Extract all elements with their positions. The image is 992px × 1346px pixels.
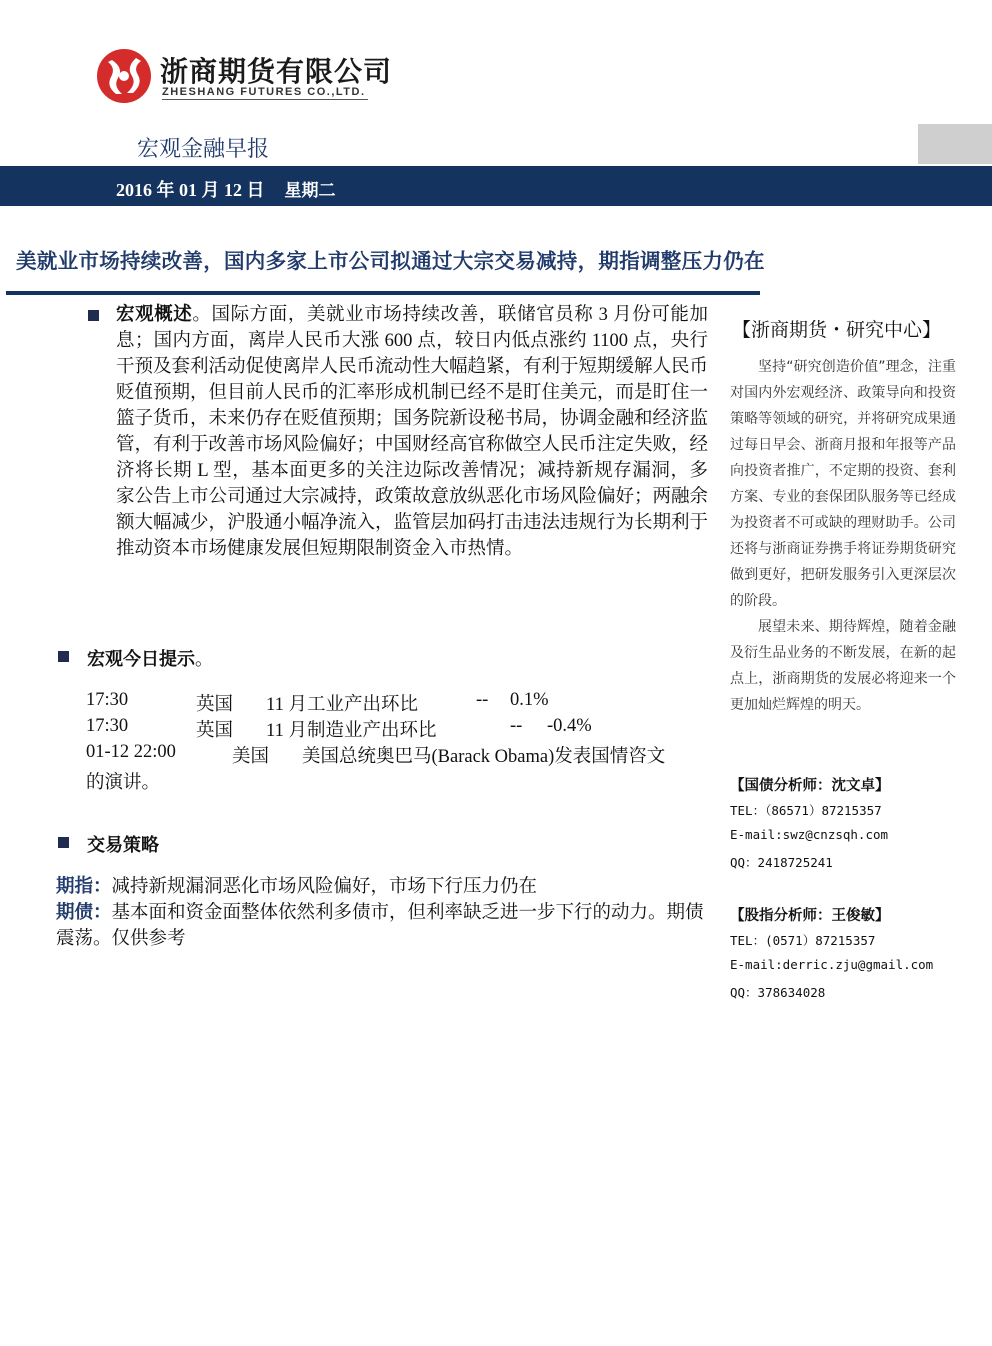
bullet-square-icon	[58, 837, 69, 848]
weekday: 星期二	[284, 181, 336, 201]
event-value: -0.4%	[547, 716, 592, 736]
event-value: 0.1%	[510, 690, 549, 710]
bullet-square-icon	[88, 310, 99, 321]
event-country: 美国	[232, 747, 270, 767]
sidebar-paragraph: 坚持“研究创造价值”理念，注重对国内外宏观经济、政策导向和投资策略等领域的研究，并将研究成果通过每日早会、浙商月报和年报等产品向投资者推广，不定期的投资、套利方案、专业的套保团队服务等已经成为投资者不可或缺的理财助手。公司还将与浙商证券携手将证券期货研究做到更好，把研发服务引入更深层次的阶段。	[730, 359, 956, 609]
event-time: 01-12 22:00	[86, 742, 176, 762]
analyst-tel: TEL：（86571）87215357	[730, 803, 882, 818]
event-row	[0, 716, 760, 742]
event-row	[0, 690, 760, 716]
bullet-square-icon	[58, 651, 69, 662]
analyst-qq: QQ：378634028	[730, 985, 826, 1000]
analyst-email[interactable]: E-mail:swz@cnzsqh.com	[730, 827, 889, 842]
event-previous: --	[510, 716, 523, 736]
analyst-email[interactable]: E-mail:derric.zju@gmail.com	[730, 957, 934, 972]
company-name-en: ZHESHANG FUTURES CO.,LTD.	[162, 86, 366, 98]
headline-divider	[6, 291, 760, 295]
event-name: 11 月工业产出环比	[266, 695, 418, 715]
sidebar-title: 【浙商期货・研究中心】	[732, 319, 942, 341]
tips-title-text: 宏观今日提示	[87, 649, 195, 670]
analyst-title: 【股指分析师：王俊敏】	[730, 908, 890, 924]
strategy-title: 交易策略	[87, 835, 159, 856]
tips-title-suffix: 。	[195, 649, 213, 670]
strategy-text: 基本面和资金面整体依然利多债市，但利率缺乏进一步下行的动力。期债震荡。仅供参考	[56, 903, 704, 949]
report-date	[116, 176, 336, 202]
logo-divider	[162, 99, 368, 100]
event-previous: --	[476, 690, 489, 710]
event-time: 17:30	[86, 690, 129, 710]
strategy-item-index-futures	[56, 874, 716, 900]
analyst-title: 【国债分析师：沈文卓】	[730, 778, 890, 794]
event-country: 英国	[196, 721, 234, 741]
event-country: 英国	[196, 695, 234, 715]
tips-title	[87, 645, 213, 671]
strategy-item-bond-futures	[56, 900, 716, 952]
sidebar-intro	[730, 354, 956, 718]
company-logo-icon	[96, 48, 152, 104]
event-name: 11 月制造业产出环比	[266, 721, 437, 741]
strategy-text: 减持新规漏洞恶化市场风险偏好，市场下行压力仍在	[111, 877, 538, 897]
sidebar-paragraph: 展望未来、期待辉煌，随着金融及衍生品业务的不断发展，在新的起点上，浙商期货的发展必将迎来一个更加灿烂辉煌的明天。	[730, 619, 956, 713]
event-time: 17:30	[86, 716, 129, 736]
overview-label: 宏观概述	[116, 304, 193, 325]
macro-overview	[116, 302, 708, 562]
date-value: 2016 年 01 月 12 日	[116, 180, 265, 200]
strategy-label: 期指：	[56, 876, 112, 897]
event-name: 美国总统奥巴马(Barack Obama)发表国情咨文	[302, 747, 666, 767]
analyst-tel: TEL：(0571）87215357	[730, 933, 876, 948]
event-continuation: 的演讲。	[86, 773, 161, 793]
headline: 美就业市场持续改善，国内多家上市公司拟通过大宗交易减持，期指调整压力仍在	[16, 249, 765, 273]
event-row	[0, 742, 760, 768]
overview-text: 。国际方面，美就业市场持续改善，联储官员称 3 月份可能加息；国内方面，离岸人民币大涨 600 点，较日内低点涨约 1100 点，央行干预及套利活动促使离岸人民币流动性大幅趋紧，有利于短期缓解人民币贬值预期，但目前人民币的汇率形成机制已经不是盯住美元，而是盯住一篮子货币，未来仍存在贬值预期；国务院新设秘书局，协调金融和经济监管，有利于改善市场风险偏好；中国财经高官称做空人民币注定失败，经济将长期 L 型，基本面更多的关注边际改善情况；减持新规存漏洞，多家公告上市公司通过大宗减持，政策故意放纵恶化市场风险偏好；两融余额大幅减少，沪股通小幅净流入，监管层加码打击违法违规行为长期利于推动资本市场健康发展但短期限制资金入市热情。	[116, 305, 709, 559]
company-name-cn: 浙商期货有限公司	[160, 55, 393, 88]
corner-tab	[918, 124, 992, 164]
report-type: 宏观金融早报	[137, 137, 270, 162]
strategy-label: 期债：	[56, 902, 112, 923]
strategy-body	[56, 874, 716, 952]
analyst-qq: QQ：2418725241	[730, 855, 833, 870]
